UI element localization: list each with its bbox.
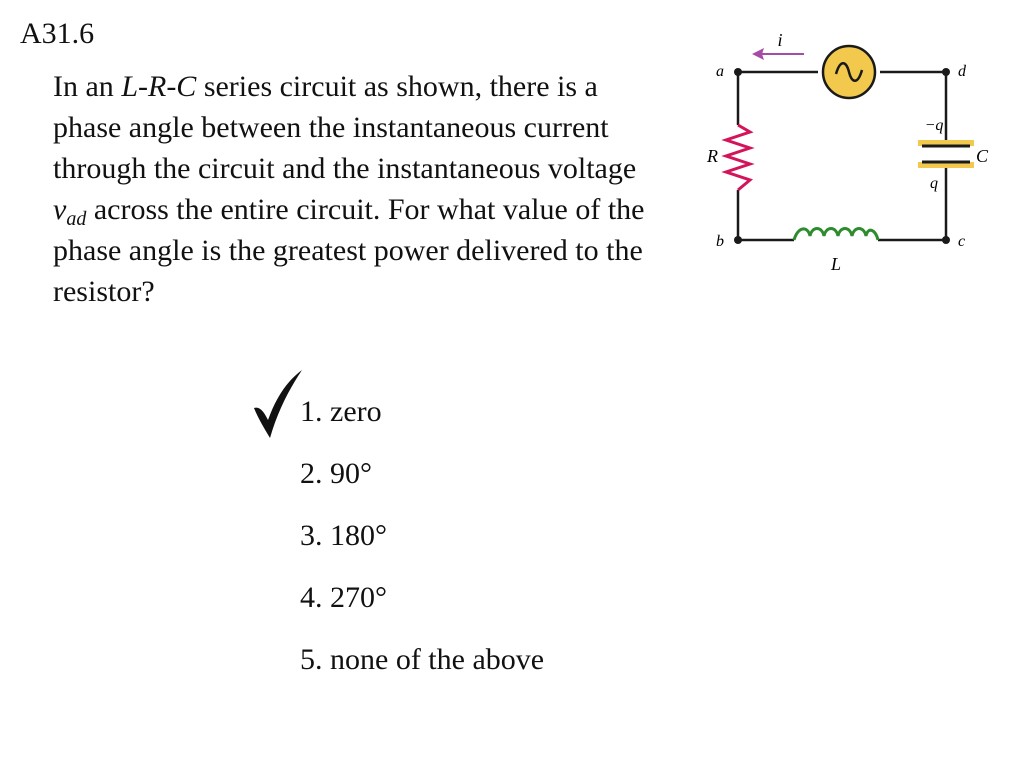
capacitor-label: C — [976, 146, 989, 166]
option-2[interactable]: 2. 90° — [300, 457, 372, 490]
option-3[interactable]: 3. 180° — [300, 519, 387, 552]
question-text — [53, 66, 673, 312]
voltage-subscript: ad — [66, 208, 87, 230]
node-b-dot — [734, 236, 742, 244]
answer-options — [300, 390, 544, 700]
resistor-icon — [726, 125, 750, 190]
checkmark-icon — [250, 368, 306, 442]
question-part-3: across the entire circuit. For what value of the phase angle is the greatest power delivered to the resistor? — [53, 193, 645, 308]
lrc-label: L-R-C — [121, 70, 197, 103]
node-a-label: a — [716, 63, 724, 80]
node-b-label: b — [716, 233, 724, 250]
question-part-2: series circuit as shown, there is a phase angle between the instantaneous current through the circuit and the instantaneous voltage — [53, 70, 637, 185]
voltage-symbol: v — [53, 193, 67, 226]
resistor-label: R — [707, 146, 718, 166]
circuit-diagram — [700, 30, 1000, 290]
node-c-label: c — [958, 233, 966, 250]
charge-bottom-label: q — [930, 175, 938, 192]
inductor-label: L — [830, 254, 842, 274]
node-c-dot — [942, 236, 950, 244]
question-part-1: In an — [53, 70, 122, 103]
option-1[interactable]: 1. zero — [300, 395, 382, 428]
charge-top-label: −q — [924, 117, 944, 134]
slide-label: A31.6 — [20, 17, 95, 50]
option-4[interactable]: 4. 270° — [300, 581, 387, 614]
node-a-dot — [734, 68, 742, 76]
option-5[interactable]: 5. none of the above — [300, 643, 545, 676]
current-label: i — [777, 30, 783, 50]
inductor-icon — [794, 229, 878, 241]
node-d-label: d — [958, 63, 966, 80]
node-d-dot — [942, 68, 950, 76]
